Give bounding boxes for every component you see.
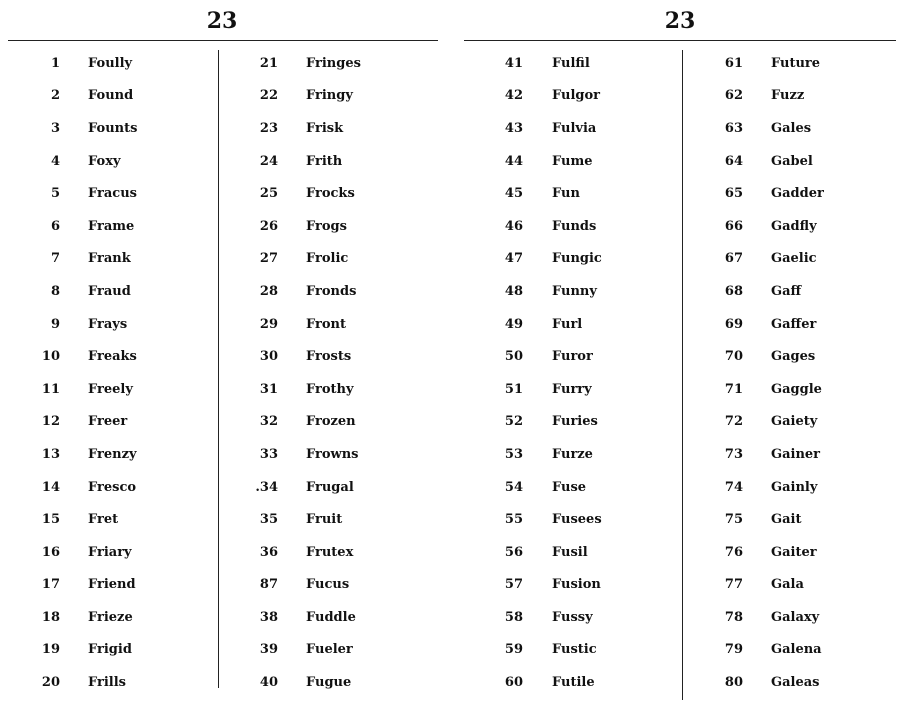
entry-number: 49 <box>504 316 523 332</box>
entry-word: Frogs <box>306 218 347 234</box>
entry-word: Gainer <box>771 446 821 462</box>
entry-number: 42 <box>504 88 523 104</box>
list-item <box>20 275 137 308</box>
entry-number: 23 <box>259 120 278 136</box>
list-item <box>705 145 824 178</box>
entry-number: 3 <box>50 120 60 136</box>
list-item <box>20 438 137 471</box>
entry-number: 14 <box>41 479 60 495</box>
entry-number: 22 <box>259 88 278 104</box>
list-item <box>485 406 602 439</box>
entry-word: Fresco <box>88 479 137 495</box>
entry-number: 13 <box>41 446 60 462</box>
entry-number: 12 <box>41 414 60 430</box>
entry-number: 7 <box>50 251 60 267</box>
list-item <box>20 503 137 536</box>
entry-word: Gales <box>771 120 812 136</box>
list-item <box>705 666 824 699</box>
left-page-column-2 <box>240 47 361 699</box>
entry-number: 64 <box>724 153 743 169</box>
list-item <box>20 569 137 602</box>
entry-word: Futile <box>552 675 595 691</box>
list-item <box>705 569 824 602</box>
list-item <box>240 569 361 602</box>
entry-word: Found <box>88 88 134 104</box>
entry-word: Frigid <box>88 642 132 658</box>
entry-word: Galaxy <box>771 609 820 625</box>
list-item <box>240 503 361 536</box>
right-header-rule <box>464 40 896 41</box>
list-item <box>485 80 602 113</box>
entry-number: 24 <box>259 153 278 169</box>
entry-word: Frugal <box>306 479 354 495</box>
entry-number: 9 <box>50 316 60 332</box>
entry-number: 76 <box>724 544 743 560</box>
entry-word: Gait <box>771 512 802 528</box>
entry-number: 63 <box>724 120 743 136</box>
entry-number: 31 <box>259 381 278 397</box>
entry-word: Gaiety <box>771 414 818 430</box>
list-item <box>705 438 824 471</box>
entry-word: Friend <box>88 577 136 593</box>
entry-word: Gages <box>771 349 816 365</box>
list-item <box>705 80 824 113</box>
entry-number: 16 <box>41 544 60 560</box>
entry-number: 1 <box>50 55 60 71</box>
list-item <box>20 471 137 504</box>
entry-number: 5 <box>50 186 60 202</box>
list-item <box>20 243 137 276</box>
entry-word: Frothy <box>306 381 354 397</box>
list-item <box>705 634 824 667</box>
list-item <box>240 666 361 699</box>
entry-word: Fustic <box>552 642 597 658</box>
entry-word: Funds <box>552 218 597 234</box>
list-item <box>705 601 824 634</box>
entry-word: Furry <box>552 381 592 397</box>
list-item <box>240 210 361 243</box>
entry-number: 33 <box>259 446 278 462</box>
entry-word: Fueler <box>306 642 353 658</box>
list-item <box>20 634 137 667</box>
entry-number: 56 <box>504 544 523 560</box>
entry-word: Founts <box>88 120 138 136</box>
entry-number: .34 <box>255 479 278 495</box>
entry-word: Fugue <box>306 675 352 691</box>
entry-number: 53 <box>504 446 523 462</box>
entry-word: Frolic <box>306 251 349 267</box>
left-header-rule <box>8 40 438 41</box>
entry-number: 60 <box>504 675 523 691</box>
entry-word: Fuse <box>552 479 587 495</box>
entry-word: Fulgor <box>552 88 601 104</box>
entry-word: Gadder <box>771 186 824 202</box>
list-item <box>240 536 361 569</box>
entry-word: Fulfil <box>552 55 590 71</box>
entry-number: 58 <box>504 609 523 625</box>
list-item <box>705 275 824 308</box>
entry-number: 59 <box>504 642 523 658</box>
list-item <box>705 308 824 341</box>
list-item <box>705 112 824 145</box>
list-item <box>20 145 137 178</box>
entry-number: 47 <box>504 251 523 267</box>
entry-word: Fume <box>552 153 593 169</box>
entry-word: Frutex <box>306 544 354 560</box>
entry-number: 19 <box>41 642 60 658</box>
entry-word: Frieze <box>88 609 133 625</box>
entry-number: 68 <box>724 283 743 299</box>
entry-number: 43 <box>504 120 523 136</box>
list-item <box>485 145 602 178</box>
entry-number: 50 <box>504 349 523 365</box>
entry-number: 32 <box>259 414 278 430</box>
entry-word: Gabel <box>771 153 813 169</box>
right-column-divider <box>682 50 683 700</box>
list-item <box>240 406 361 439</box>
list-item <box>240 243 361 276</box>
entry-word: Future <box>771 55 821 71</box>
entry-word: Fret <box>88 512 119 528</box>
entry-number: 28 <box>259 283 278 299</box>
entry-word: Gainly <box>771 479 818 495</box>
list-item <box>485 243 602 276</box>
list-item <box>705 340 824 373</box>
entry-word: Gaff <box>771 283 802 299</box>
list-item <box>240 601 361 634</box>
list-item <box>705 536 824 569</box>
list-item <box>485 536 602 569</box>
list-item <box>705 373 824 406</box>
list-item <box>705 471 824 504</box>
list-item <box>485 177 602 210</box>
entry-number: 44 <box>504 153 523 169</box>
list-item <box>20 80 137 113</box>
list-item <box>485 666 602 699</box>
list-item <box>20 340 137 373</box>
entry-number: 39 <box>259 642 278 658</box>
list-item <box>20 308 137 341</box>
entry-number: 2 <box>50 88 60 104</box>
entry-word: Freer <box>88 414 128 430</box>
entry-number: 45 <box>504 186 523 202</box>
entry-number: 78 <box>724 609 743 625</box>
left-column-divider <box>218 50 219 688</box>
entry-number: 8 <box>50 283 60 299</box>
entry-word: Funny <box>552 283 597 299</box>
list-item <box>485 112 602 145</box>
list-item <box>485 438 602 471</box>
entry-number: 79 <box>724 642 743 658</box>
list-item <box>240 308 361 341</box>
list-item <box>240 634 361 667</box>
entry-number: 48 <box>504 283 523 299</box>
list-item <box>485 340 602 373</box>
list-item <box>20 177 137 210</box>
list-item <box>240 177 361 210</box>
entry-number: 29 <box>259 316 278 332</box>
entry-word: Frank <box>88 251 131 267</box>
list-item <box>485 503 602 536</box>
entry-number: 18 <box>41 609 60 625</box>
left-page-number: 23 <box>206 8 238 34</box>
entry-word: Galena <box>771 642 822 658</box>
entry-number: 71 <box>724 381 743 397</box>
list-item <box>485 308 602 341</box>
entry-word: Galeas <box>771 675 820 691</box>
entry-number: 25 <box>259 186 278 202</box>
list-item <box>705 210 824 243</box>
entry-word: Freely <box>88 381 133 397</box>
list-item <box>240 438 361 471</box>
entry-word: Foxy <box>88 153 121 169</box>
list-item <box>705 243 824 276</box>
entry-number: 57 <box>504 577 523 593</box>
entry-number: 72 <box>724 414 743 430</box>
entry-number: 40 <box>259 675 278 691</box>
entry-number: 46 <box>504 218 523 234</box>
right-page-column-1 <box>485 47 602 699</box>
entry-number: 26 <box>259 218 278 234</box>
entry-word: Fracus <box>88 186 137 202</box>
entry-word: Fusil <box>552 544 588 560</box>
list-item <box>240 340 361 373</box>
left-page-column-1 <box>20 47 137 699</box>
list-item <box>20 112 137 145</box>
entry-number: 87 <box>259 577 278 593</box>
list-item <box>20 210 137 243</box>
entry-word: Frosts <box>306 349 352 365</box>
list-item <box>240 145 361 178</box>
list-item <box>240 112 361 145</box>
entry-word: Fusion <box>552 577 601 593</box>
entry-number: 73 <box>724 446 743 462</box>
list-item <box>485 634 602 667</box>
entry-number: 6 <box>50 218 60 234</box>
list-item <box>240 471 361 504</box>
entry-word: Fussy <box>552 609 593 625</box>
entry-word: Fusees <box>552 512 602 528</box>
entry-number: 17 <box>41 577 60 593</box>
list-item <box>485 275 602 308</box>
entry-word: Gaffer <box>771 316 817 332</box>
entry-number: 55 <box>504 512 523 528</box>
entry-number: 74 <box>724 479 743 495</box>
entry-word: Furies <box>552 414 598 430</box>
entry-number: 67 <box>724 251 743 267</box>
list-item <box>485 47 602 80</box>
entry-word: Fruit <box>306 512 343 528</box>
entry-number: 11 <box>41 381 60 397</box>
entry-word: Fungic <box>552 251 602 267</box>
entry-number: 70 <box>724 349 743 365</box>
entry-number: 69 <box>724 316 743 332</box>
entry-number: 75 <box>724 512 743 528</box>
entry-word: Frowns <box>306 446 359 462</box>
list-item <box>20 536 137 569</box>
list-item <box>20 406 137 439</box>
entry-number: 54 <box>504 479 523 495</box>
list-item <box>485 210 602 243</box>
right-page-column-2 <box>705 47 824 699</box>
list-item <box>705 406 824 439</box>
entry-word: Freaks <box>88 349 137 365</box>
list-item <box>705 503 824 536</box>
entry-number: 35 <box>259 512 278 528</box>
list-item <box>705 47 824 80</box>
entry-word: Fuzz <box>771 88 805 104</box>
entry-number: 77 <box>724 577 743 593</box>
list-item <box>485 601 602 634</box>
entry-number: 65 <box>724 186 743 202</box>
entry-number: 41 <box>504 55 523 71</box>
entry-word: Fucus <box>306 577 350 593</box>
list-item <box>485 569 602 602</box>
list-item <box>20 373 137 406</box>
entry-word: Front <box>306 316 346 332</box>
entry-number: 51 <box>504 381 523 397</box>
entry-number: 10 <box>41 349 60 365</box>
list-item <box>240 47 361 80</box>
entry-word: Fraud <box>88 283 131 299</box>
entry-number: 4 <box>50 153 60 169</box>
entry-word: Frays <box>88 316 128 332</box>
entry-word: Fringes <box>306 55 361 71</box>
list-item <box>485 471 602 504</box>
entry-word: Fronds <box>306 283 357 299</box>
entry-word: Fun <box>552 186 580 202</box>
entry-number: 15 <box>41 512 60 528</box>
entry-number: 20 <box>41 675 60 691</box>
entry-word: Frenzy <box>88 446 137 462</box>
entry-word: Gadfly <box>771 218 817 234</box>
entry-word: Frame <box>88 218 135 234</box>
entry-number: 66 <box>724 218 743 234</box>
right-page-number: 23 <box>664 8 696 34</box>
entry-word: Foully <box>88 55 133 71</box>
entry-word: Fulvia <box>552 120 597 136</box>
list-item <box>20 666 137 699</box>
entry-word: Gaggle <box>771 381 822 397</box>
entry-number: 52 <box>504 414 523 430</box>
entry-word: Frozen <box>306 414 356 430</box>
entry-word: Fringy <box>306 88 353 104</box>
list-item <box>20 601 137 634</box>
entry-number: 61 <box>724 55 743 71</box>
entry-word: Furl <box>552 316 583 332</box>
list-item <box>20 47 137 80</box>
list-item <box>485 373 602 406</box>
list-item <box>705 177 824 210</box>
entry-number: 62 <box>724 88 743 104</box>
entry-number: 27 <box>259 251 278 267</box>
entry-word: Fuddle <box>306 609 356 625</box>
entry-number: 36 <box>259 544 278 560</box>
entry-word: Gaelic <box>771 251 817 267</box>
entry-word: Frocks <box>306 186 355 202</box>
entry-word: Frills <box>88 675 126 691</box>
entry-number: 38 <box>259 609 278 625</box>
entry-word: Gala <box>771 577 804 593</box>
entry-word: Furze <box>552 446 593 462</box>
entry-word: Furor <box>552 349 593 365</box>
entry-word: Friary <box>88 544 132 560</box>
entry-word: Frith <box>306 153 343 169</box>
entry-number: 30 <box>259 349 278 365</box>
entry-word: Frisk <box>306 120 344 136</box>
list-item <box>240 275 361 308</box>
entry-word: Gaiter <box>771 544 817 560</box>
entry-number: 80 <box>724 675 743 691</box>
list-item <box>240 373 361 406</box>
list-item <box>240 80 361 113</box>
entry-number: 21 <box>259 55 278 71</box>
